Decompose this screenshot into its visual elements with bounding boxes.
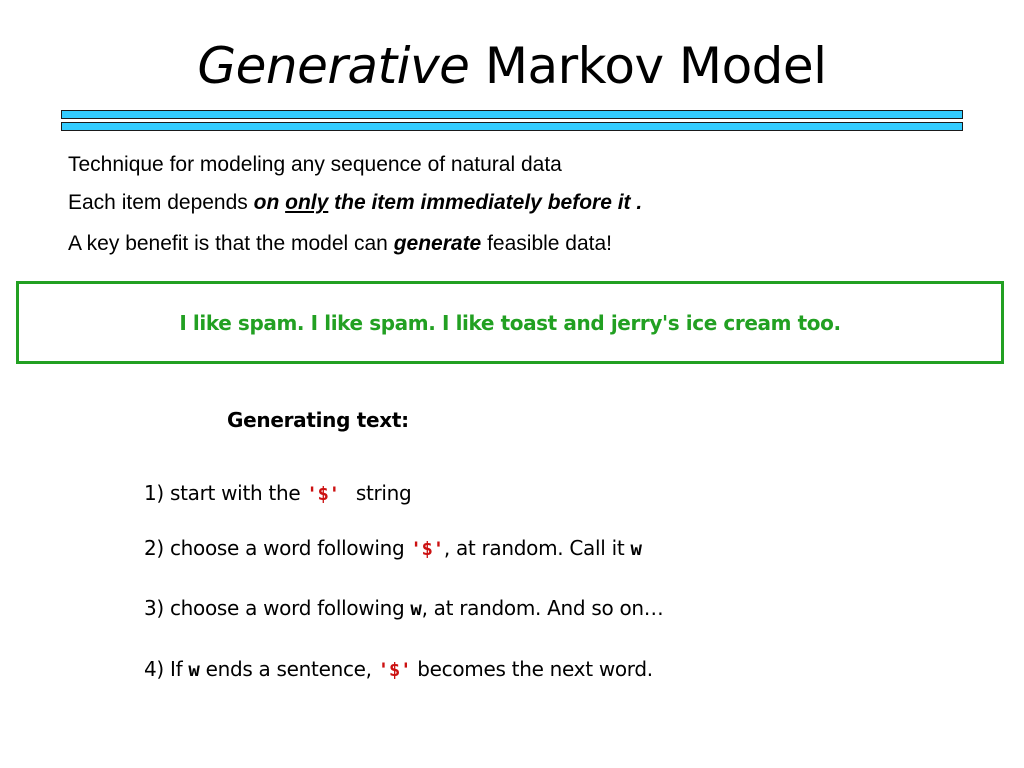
step-2-middle: , at random. Call it	[443, 536, 631, 560]
bullet-benefit-generate: generate	[393, 232, 482, 255]
step-3-suffix: , at random. And so on…	[421, 596, 664, 620]
step-3-prefix: 3) choose a word following	[144, 596, 411, 620]
step-2-var-w: w	[630, 538, 642, 560]
bullet-depends-only: only	[285, 191, 329, 214]
step-1-suffix: string	[355, 481, 412, 505]
step-2-dollar-code: '$'	[410, 538, 444, 560]
slide-title	[0, 34, 1024, 98]
bullet-depends-suffix: the item immediately before it .	[328, 191, 643, 214]
bullet-depends-prefix: Each item depends	[68, 191, 254, 214]
step-2	[144, 535, 642, 562]
step-4-var-w: w	[188, 659, 200, 681]
example-sentence: I like spam. I like spam. I like toast and jerry's ice cream too.	[179, 311, 841, 335]
example-box	[16, 281, 1004, 364]
title-divider-top	[61, 110, 963, 119]
step-2-prefix: 2) choose a word following	[144, 536, 411, 560]
step-4-prefix: 4) If	[144, 657, 189, 681]
step-1-prefix: 1) start with the	[144, 481, 307, 505]
bullet-benefit-prefix: A key benefit is that the model can	[68, 232, 394, 255]
step-1	[144, 480, 411, 507]
step-4-dollar-code: '$'	[377, 659, 412, 681]
bullet-technique	[68, 152, 562, 178]
title-divider-bottom	[61, 122, 963, 131]
bullet-benefit-suffix: feasible data!	[481, 232, 613, 255]
step-4-middle: ends a sentence,	[199, 657, 378, 681]
step-4-suffix: becomes the next word.	[411, 657, 653, 681]
generating-heading: Generating text:	[227, 408, 409, 432]
step-1-dollar-code: '$'	[306, 483, 340, 505]
step-4	[144, 656, 653, 683]
step-3-var-w: w	[410, 598, 422, 620]
bullet-depends-on: on	[253, 191, 286, 214]
bullet-benefit	[68, 231, 612, 257]
title-rest: Markov Model	[484, 37, 827, 95]
step-3	[144, 595, 663, 622]
title-italic-word: Generative	[197, 37, 470, 95]
bullet-technique-text: Technique for modeling any sequence of natural data	[68, 153, 562, 176]
bullet-depends	[68, 190, 642, 216]
